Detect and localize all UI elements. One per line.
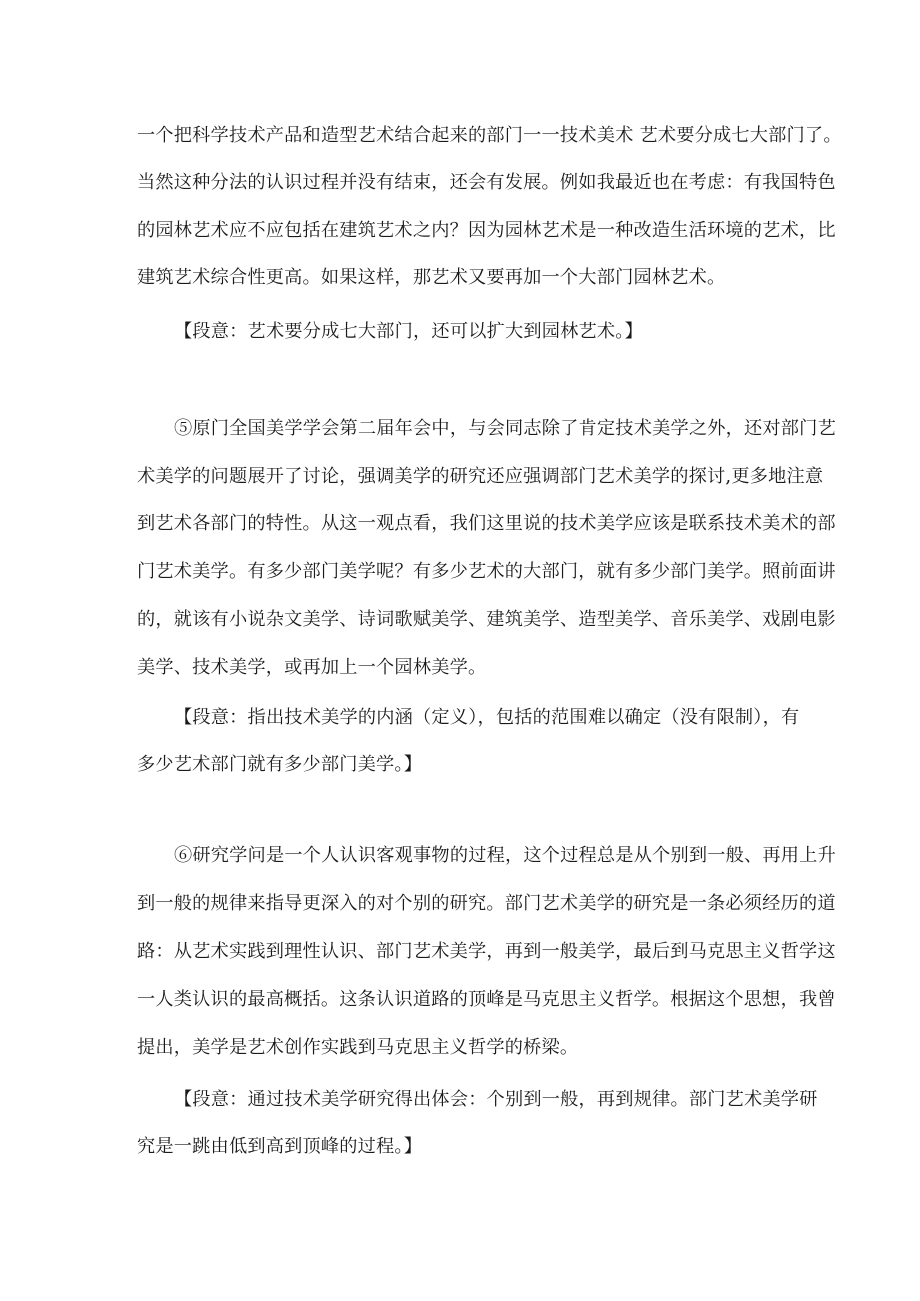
- paragraph-line: 提出，美学是艺术创作实践到马克思主义哲学的桥梁。: [137, 1037, 579, 1058]
- paragraph-line: 到艺术各部门的特性。从这一观点看，我们这里说的技术美学应该是联系技术美术的部: [137, 513, 836, 534]
- paragraph-summary: 【段意：通过技术美学研究得出体会：个别到一般，再到规律。部门艺术美学研: [174, 1089, 818, 1110]
- paragraph-line: 门艺术美学。有多少部门美学呢？有多少艺术的大部门，就有多少部门美学。照前面讲: [137, 561, 836, 582]
- paragraph-line: 的园林艺术应不应包括在建筑艺术之内？因为园林艺术是一种改造生活环境的艺术，比: [137, 220, 836, 241]
- paragraph-summary: 究是一跳由低到高到顶峰的过程。】: [137, 1136, 423, 1157]
- paragraph-line: 建筑艺术综合性更高。如果这样，那艺术又要再加一个大部门园林艺术。: [137, 267, 726, 288]
- paragraph-line: 路：从艺术实践到理性认识、部门艺术美学，再到一般美学，最后到马克思主义哲学这: [137, 941, 836, 962]
- paragraph-line: 术美学的问题展开了讨论，强调美学的研究还应强调部门艺术美学的探讨,更多地注意: [137, 466, 824, 487]
- paragraph-summary: 多少艺术部门就有多少部门美学。】: [137, 754, 423, 775]
- paragraph-line: 的，就该有小说杂文美学、诗词歌赋美学、建筑美学、造型美学、音乐美学、戏剧电影: [137, 609, 836, 630]
- paragraph-line: ⑤原门全国美学学会第二届年会中，与会同志除了肯定技术美学之外，还对部门艺: [174, 418, 836, 439]
- paragraph-line: 到一般的规律来指导更深入的对个别的研究。部门艺术美学的研究是一条必须经历的道: [137, 893, 836, 914]
- paragraph-line: 美学、技术美学，或再加上一个园林美学。: [137, 657, 487, 678]
- paragraph-line: ⑥研究学问是一个人认识客观事物的过程，这个过程总是从个别到一般、再用上升: [174, 845, 836, 866]
- paragraph-summary: 【段意：艺术要分成七大部门，还可以扩大到园林艺术。】: [174, 321, 643, 342]
- paragraph-line: 一个把科学技术产品和造型艺术结合起来的部门一一技术美术 艺术要分成七大部门了。: [137, 125, 842, 146]
- paragraph-summary: 【段意：指出技术美学的内涵（定义），包括的范围难以确定（没有限制），有: [174, 707, 800, 728]
- paragraph-line: 一人类认识的最高概括。这条认识道路的顶峰是马克思主义哲学。根据这个思想，我曾: [137, 989, 836, 1010]
- paragraph-line: 当然这种分法的认识过程并没有结束，还会有发展。例如我最近也在考虑：有我国特色: [137, 172, 836, 193]
